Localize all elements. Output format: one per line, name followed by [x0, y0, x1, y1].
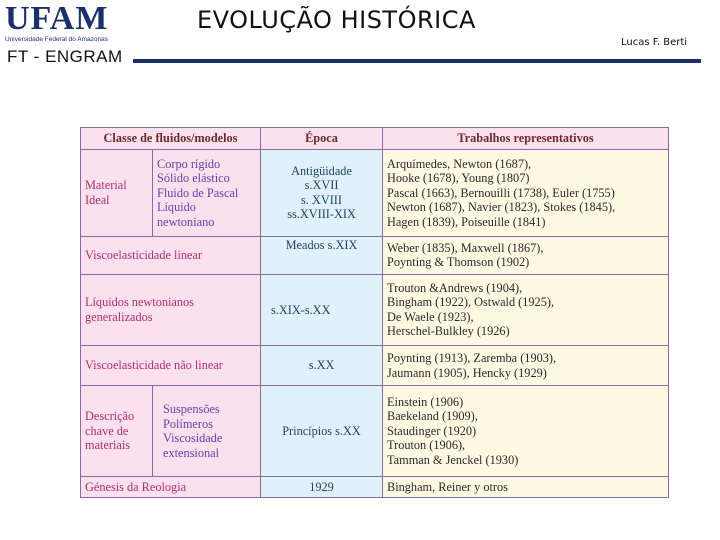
trabalho-line: Jaumann (1905), Hencky (1929) — [387, 365, 547, 380]
logo-text: UFAM — [5, 0, 109, 37]
subclass-item: Suspensões — [163, 402, 220, 417]
epoca-item: s.XVII — [304, 178, 339, 193]
logo-subtitle: Universidade Federal do Amazonas — [5, 36, 108, 43]
trabalho-line: Hooke (1678), Young (1807) — [387, 171, 530, 186]
visco-nao-linear-epoca: s.XX — [261, 346, 383, 386]
trabalho-line: Tamman & Jenckel (1930) — [387, 452, 519, 467]
author-name: Lucas F. Berti — [621, 37, 688, 48]
liquidos-gen-trabalhos — [383, 274, 669, 346]
epoca-item: Antigüidade — [291, 163, 352, 178]
trabalho-line: Einstein (1906) — [387, 394, 464, 409]
liquidos-gen-label: Líquidos newtonianos generalizados — [81, 274, 261, 346]
trabalho-line: Trouton &Andrews (1904), — [387, 280, 523, 295]
trabalho-line: Newton (1687), Navier (1823), Stokes (1845), — [387, 200, 616, 215]
table-header-row — [81, 128, 669, 150]
visco-linear-trabalhos — [383, 236, 669, 274]
table-row — [81, 150, 669, 236]
material-ideal-subclasses — [153, 150, 261, 236]
epoca-item: ss.XVIII-XIX — [287, 207, 356, 222]
header-epoca: Época — [261, 128, 383, 150]
trabalho-line: Pascal (1663), Bernouilli (1738), Euler (1755) — [387, 185, 615, 200]
trabalho-line: Poynting (1913), Zaremba (1903), — [387, 351, 557, 366]
table-row — [81, 274, 669, 346]
visco-nao-linear-trabalhos — [383, 346, 669, 386]
liquidos-gen-epoca: s.XIX-s.XX — [261, 274, 383, 346]
page-title: EVOLUÇÃO HISTÓRICA — [197, 6, 476, 34]
epoca-item: s. XVIII — [301, 192, 342, 207]
trabalho-line: Trouton (1906), — [387, 438, 466, 453]
trabalho-line: Herschel-Bulkley (1926) — [387, 324, 510, 339]
table-row — [81, 386, 669, 477]
visco-linear-epoca: Meados s.XIX — [261, 236, 383, 274]
table-row — [81, 476, 669, 497]
descricao-label: Descrição chave de materiais — [81, 386, 153, 477]
history-table — [80, 127, 669, 498]
material-ideal-epoca — [261, 150, 383, 236]
subclass-item: Fluido de Pascal — [157, 185, 239, 200]
subclass-item: Líquido newtoniano — [157, 200, 215, 229]
trabalho-line: Hagen (1839), Poiseuille (1841) — [387, 214, 546, 229]
header-trabalhos: Trabalhos representativos — [383, 128, 669, 150]
descricao-trabalhos — [383, 386, 669, 477]
material-ideal-label: Material Ideal — [81, 150, 153, 236]
descricao-subclasses — [153, 386, 261, 477]
subclass-item: Polímeros — [163, 416, 213, 431]
trabalho-line: Bingham (1922), Ostwald (1925), — [387, 295, 555, 310]
descricao-epoca: Princípios s.XX — [261, 386, 383, 477]
trabalho-line: Arquímedes, Newton (1687), — [387, 156, 532, 171]
material-ideal-trabalhos — [383, 150, 669, 236]
trabalho-line: Staudinger (1920) — [387, 423, 477, 438]
header-rule — [133, 59, 701, 63]
header-classe: Classe de fluidos/modelos — [81, 128, 261, 150]
subclass-item: Viscosidade extensional — [163, 431, 223, 460]
visco-nao-linear-label: Viscoelasticidade não linear — [81, 346, 261, 386]
trabalho-line: Baekeland (1909), — [387, 409, 478, 424]
genesis-trabalhos: Bingham, Reiner y otros — [383, 476, 669, 497]
subclass-item: Corpo rígido — [157, 156, 221, 171]
trabalho-line: De Waele (1923), — [387, 309, 474, 324]
ufam-logo — [5, 2, 130, 43]
subclass-item: Sólido elástico — [157, 171, 230, 186]
department-label: FT - ENGRAM — [7, 47, 123, 66]
trabalho-line: Weber (1835), Maxwell (1867), — [387, 240, 544, 255]
table-row — [81, 346, 669, 386]
genesis-epoca: 1929 — [261, 476, 383, 497]
table-row — [81, 236, 669, 274]
visco-linear-label: Viscoelasticidade linear — [81, 236, 261, 274]
genesis-label: Génesis da Reologia — [81, 476, 261, 497]
trabalho-line: Poynting & Thomson (1902) — [387, 255, 530, 270]
